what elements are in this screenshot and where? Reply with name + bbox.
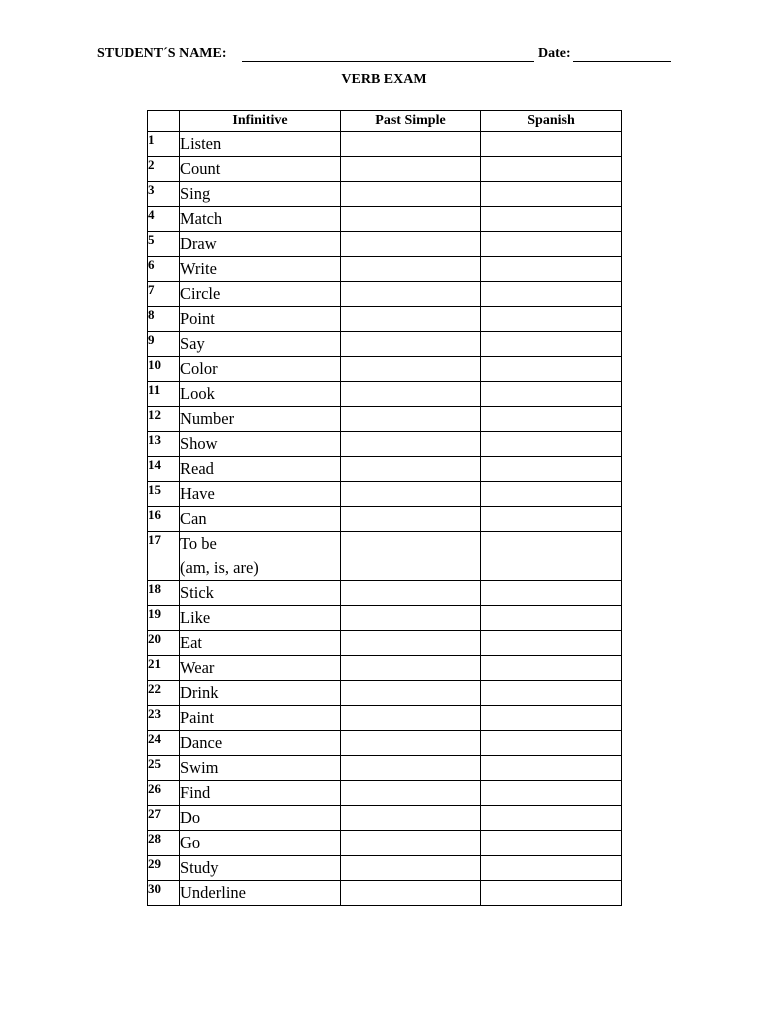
infinitive-text: Paint — [180, 708, 214, 727]
row-number: 16 — [148, 507, 180, 532]
table-row — [148, 881, 622, 906]
header-row — [148, 111, 622, 132]
past-simple-answer-cell[interactable] — [341, 282, 481, 307]
infinitive-text: Circle — [180, 284, 221, 303]
past-simple-answer-cell[interactable] — [341, 532, 481, 581]
table-row — [148, 407, 622, 432]
infinitive-cell — [180, 382, 341, 407]
past-simple-answer-cell[interactable] — [341, 132, 481, 157]
infinitive-cell — [180, 656, 341, 681]
table-row — [148, 482, 622, 507]
spanish-answer-cell[interactable] — [481, 182, 622, 207]
spanish-answer-cell[interactable] — [481, 856, 622, 881]
past-simple-answer-cell[interactable] — [341, 656, 481, 681]
row-number: 19 — [148, 606, 180, 631]
infinitive-text: Can — [180, 509, 207, 528]
table-row — [148, 581, 622, 606]
header-line — [97, 46, 673, 66]
past-simple-answer-cell[interactable] — [341, 756, 481, 781]
spanish-answer-cell[interactable] — [481, 432, 622, 457]
past-simple-answer-cell[interactable] — [341, 731, 481, 756]
infinitive-cell — [180, 157, 341, 182]
infinitive-text: Drink — [180, 683, 219, 702]
infinitive-text: Point — [180, 309, 215, 328]
row-number: 27 — [148, 806, 180, 831]
infinitive-text: Go — [180, 833, 201, 852]
spanish-answer-cell[interactable] — [481, 157, 622, 182]
infinitive-text: To be — [180, 534, 217, 553]
row-number: 10 — [148, 357, 180, 382]
row-number: 17 — [148, 532, 180, 581]
spanish-answer-cell[interactable] — [481, 232, 622, 257]
infinitive-text: Stick — [180, 583, 214, 602]
infinitive-cell — [180, 232, 341, 257]
row-number: 21 — [148, 656, 180, 681]
infinitive-text: Match — [180, 209, 223, 228]
row-number: 3 — [148, 182, 180, 207]
past-simple-answer-cell[interactable] — [341, 581, 481, 606]
row-number: 13 — [148, 432, 180, 457]
spanish-answer-cell[interactable] — [481, 706, 622, 731]
row-number: 15 — [148, 482, 180, 507]
past-simple-answer-cell[interactable] — [341, 307, 481, 332]
infinitive-text: Have — [180, 484, 215, 503]
table-row — [148, 232, 622, 257]
spanish-answer-cell[interactable] — [481, 881, 622, 906]
table-row — [148, 681, 622, 706]
table-row — [148, 157, 622, 182]
infinitive-text: Read — [180, 459, 214, 478]
past-simple-answer-cell[interactable] — [341, 432, 481, 457]
infinitive-text: Show — [180, 434, 218, 453]
row-number: 11 — [148, 382, 180, 407]
table-row — [148, 332, 622, 357]
infinitive-text: Swim — [180, 758, 219, 777]
row-number: 23 — [148, 706, 180, 731]
infinitive-cell — [180, 207, 341, 232]
infinitive-cell — [180, 806, 341, 831]
spanish-answer-cell[interactable] — [481, 806, 622, 831]
row-number: 26 — [148, 781, 180, 806]
row-number: 29 — [148, 856, 180, 881]
infinitive-text: Wear — [180, 658, 215, 677]
past-simple-answer-cell[interactable] — [341, 781, 481, 806]
column-header-spanish: Spanish — [481, 111, 622, 132]
table-row — [148, 656, 622, 681]
infinitive-text: Count — [180, 159, 221, 178]
column-header-number — [148, 111, 180, 132]
table-row — [148, 831, 622, 856]
past-simple-answer-cell[interactable] — [341, 457, 481, 482]
row-number: 1 — [148, 132, 180, 157]
infinitive-cell — [180, 182, 341, 207]
infinitive-cell — [180, 781, 341, 806]
spanish-answer-cell[interactable] — [481, 307, 622, 332]
row-number: 20 — [148, 631, 180, 656]
table-row — [148, 856, 622, 881]
infinitive-cell — [180, 581, 341, 606]
row-number: 6 — [148, 257, 180, 282]
infinitive-cell — [180, 432, 341, 457]
table-row — [148, 132, 622, 157]
spanish-answer-cell[interactable] — [481, 332, 622, 357]
table-row — [148, 507, 622, 532]
row-number: 9 — [148, 332, 180, 357]
column-header-infinitive: Infinitive — [180, 111, 341, 132]
spanish-answer-cell[interactable] — [481, 631, 622, 656]
infinitive-cell — [180, 307, 341, 332]
past-simple-answer-cell[interactable] — [341, 631, 481, 656]
infinitive-cell — [180, 756, 341, 781]
spanish-answer-cell[interactable] — [481, 507, 622, 532]
row-number: 5 — [148, 232, 180, 257]
past-simple-answer-cell[interactable] — [341, 681, 481, 706]
past-simple-answer-cell[interactable] — [341, 257, 481, 282]
past-simple-answer-cell[interactable] — [341, 332, 481, 357]
verb-table — [147, 110, 622, 906]
spanish-answer-cell[interactable] — [481, 681, 622, 706]
table-row — [148, 631, 622, 656]
table-row — [148, 532, 622, 581]
past-simple-answer-cell[interactable] — [341, 482, 481, 507]
infinitive-text: Underline — [180, 883, 246, 902]
table-row — [148, 432, 622, 457]
date-blank[interactable] — [573, 61, 671, 62]
table-row — [148, 806, 622, 831]
past-simple-answer-cell[interactable] — [341, 856, 481, 881]
infinitive-cell — [180, 132, 341, 157]
row-number: 12 — [148, 407, 180, 432]
past-simple-answer-cell[interactable] — [341, 157, 481, 182]
infinitive-text: Look — [180, 384, 215, 403]
past-simple-answer-cell[interactable] — [341, 606, 481, 631]
past-simple-answer-cell[interactable] — [341, 357, 481, 382]
spanish-answer-cell[interactable] — [481, 831, 622, 856]
spanish-answer-cell[interactable] — [481, 207, 622, 232]
infinitive-cell — [180, 457, 341, 482]
spanish-answer-cell[interactable] — [481, 282, 622, 307]
infinitive-cell — [180, 257, 341, 282]
spanish-answer-cell[interactable] — [481, 656, 622, 681]
spanish-answer-cell[interactable] — [481, 482, 622, 507]
table-row — [148, 781, 622, 806]
past-simple-answer-cell[interactable] — [341, 407, 481, 432]
spanish-answer-cell[interactable] — [481, 407, 622, 432]
infinitive-text: Number — [180, 409, 235, 428]
student-name-label: STUDENT´S NAME: — [97, 46, 227, 61]
infinitive-cell — [180, 681, 341, 706]
spanish-answer-cell[interactable] — [481, 756, 622, 781]
row-number: 7 — [148, 282, 180, 307]
table-row — [148, 282, 622, 307]
table-row — [148, 257, 622, 282]
infinitive-text: Write — [180, 259, 217, 278]
infinitive-cell — [180, 332, 341, 357]
student-name-blank[interactable] — [242, 61, 534, 62]
spanish-answer-cell[interactable] — [481, 731, 622, 756]
infinitive-cell — [180, 631, 341, 656]
infinitive-cell — [180, 706, 341, 731]
table-row — [148, 382, 622, 407]
infinitive-text: Sing — [180, 184, 211, 203]
spanish-answer-cell[interactable] — [481, 357, 622, 382]
past-simple-answer-cell[interactable] — [341, 831, 481, 856]
past-simple-answer-cell[interactable] — [341, 207, 481, 232]
infinitive-text: Say — [180, 334, 205, 353]
table-row — [148, 182, 622, 207]
spanish-answer-cell[interactable] — [481, 581, 622, 606]
row-number: 24 — [148, 731, 180, 756]
column-header-past-simple: Past Simple — [341, 111, 481, 132]
past-simple-answer-cell[interactable] — [341, 382, 481, 407]
infinitive-cell — [180, 831, 341, 856]
infinitive-text: Study — [180, 858, 219, 877]
infinitive-forms-text: (am, is, are) — [180, 558, 259, 577]
spanish-answer-cell[interactable] — [481, 532, 622, 581]
page-title: VERB EXAM — [341, 72, 427, 87]
infinitive-cell — [180, 731, 341, 756]
row-number: 28 — [148, 831, 180, 856]
infinitive-cell — [180, 856, 341, 881]
infinitive-text: Eat — [180, 633, 202, 652]
past-simple-answer-cell[interactable] — [341, 507, 481, 532]
infinitive-text: Listen — [180, 134, 222, 153]
infinitive-cell — [180, 881, 341, 906]
spanish-answer-cell[interactable] — [481, 257, 622, 282]
row-number: 4 — [148, 207, 180, 232]
infinitive-text: Find — [180, 783, 211, 802]
row-number: 18 — [148, 581, 180, 606]
past-simple-answer-cell[interactable] — [341, 182, 481, 207]
infinitive-cell — [180, 282, 341, 307]
row-number: 8 — [148, 307, 180, 332]
verb-rows — [148, 132, 622, 906]
table-row — [148, 706, 622, 731]
row-number: 2 — [148, 157, 180, 182]
table-row — [148, 606, 622, 631]
infinitive-cell — [180, 357, 341, 382]
infinitive-text: Color — [180, 359, 218, 378]
infinitive-text: Do — [180, 808, 201, 827]
past-simple-answer-cell[interactable] — [341, 881, 481, 906]
row-number: 22 — [148, 681, 180, 706]
row-number: 25 — [148, 756, 180, 781]
table-row — [148, 457, 622, 482]
past-simple-answer-cell[interactable] — [341, 232, 481, 257]
table-row — [148, 731, 622, 756]
infinitive-text: Draw — [180, 234, 217, 253]
date-label: Date: — [538, 46, 571, 61]
infinitive-text: Dance — [180, 733, 223, 752]
row-number: 30 — [148, 881, 180, 906]
infinitive-cell — [180, 507, 341, 532]
table-row — [148, 307, 622, 332]
past-simple-answer-cell[interactable] — [341, 806, 481, 831]
spanish-answer-cell[interactable] — [481, 382, 622, 407]
past-simple-answer-cell[interactable] — [341, 706, 481, 731]
table-row — [148, 756, 622, 781]
infinitive-cell — [180, 606, 341, 631]
infinitive-text: Like — [180, 608, 211, 627]
spanish-answer-cell[interactable] — [481, 457, 622, 482]
row-number: 14 — [148, 457, 180, 482]
spanish-answer-cell[interactable] — [481, 781, 622, 806]
infinitive-cell — [180, 482, 341, 507]
infinitive-cell — [180, 532, 341, 581]
infinitive-cell — [180, 407, 341, 432]
spanish-answer-cell[interactable] — [481, 606, 622, 631]
table-row — [148, 357, 622, 382]
spanish-answer-cell[interactable] — [481, 132, 622, 157]
table-row — [148, 207, 622, 232]
